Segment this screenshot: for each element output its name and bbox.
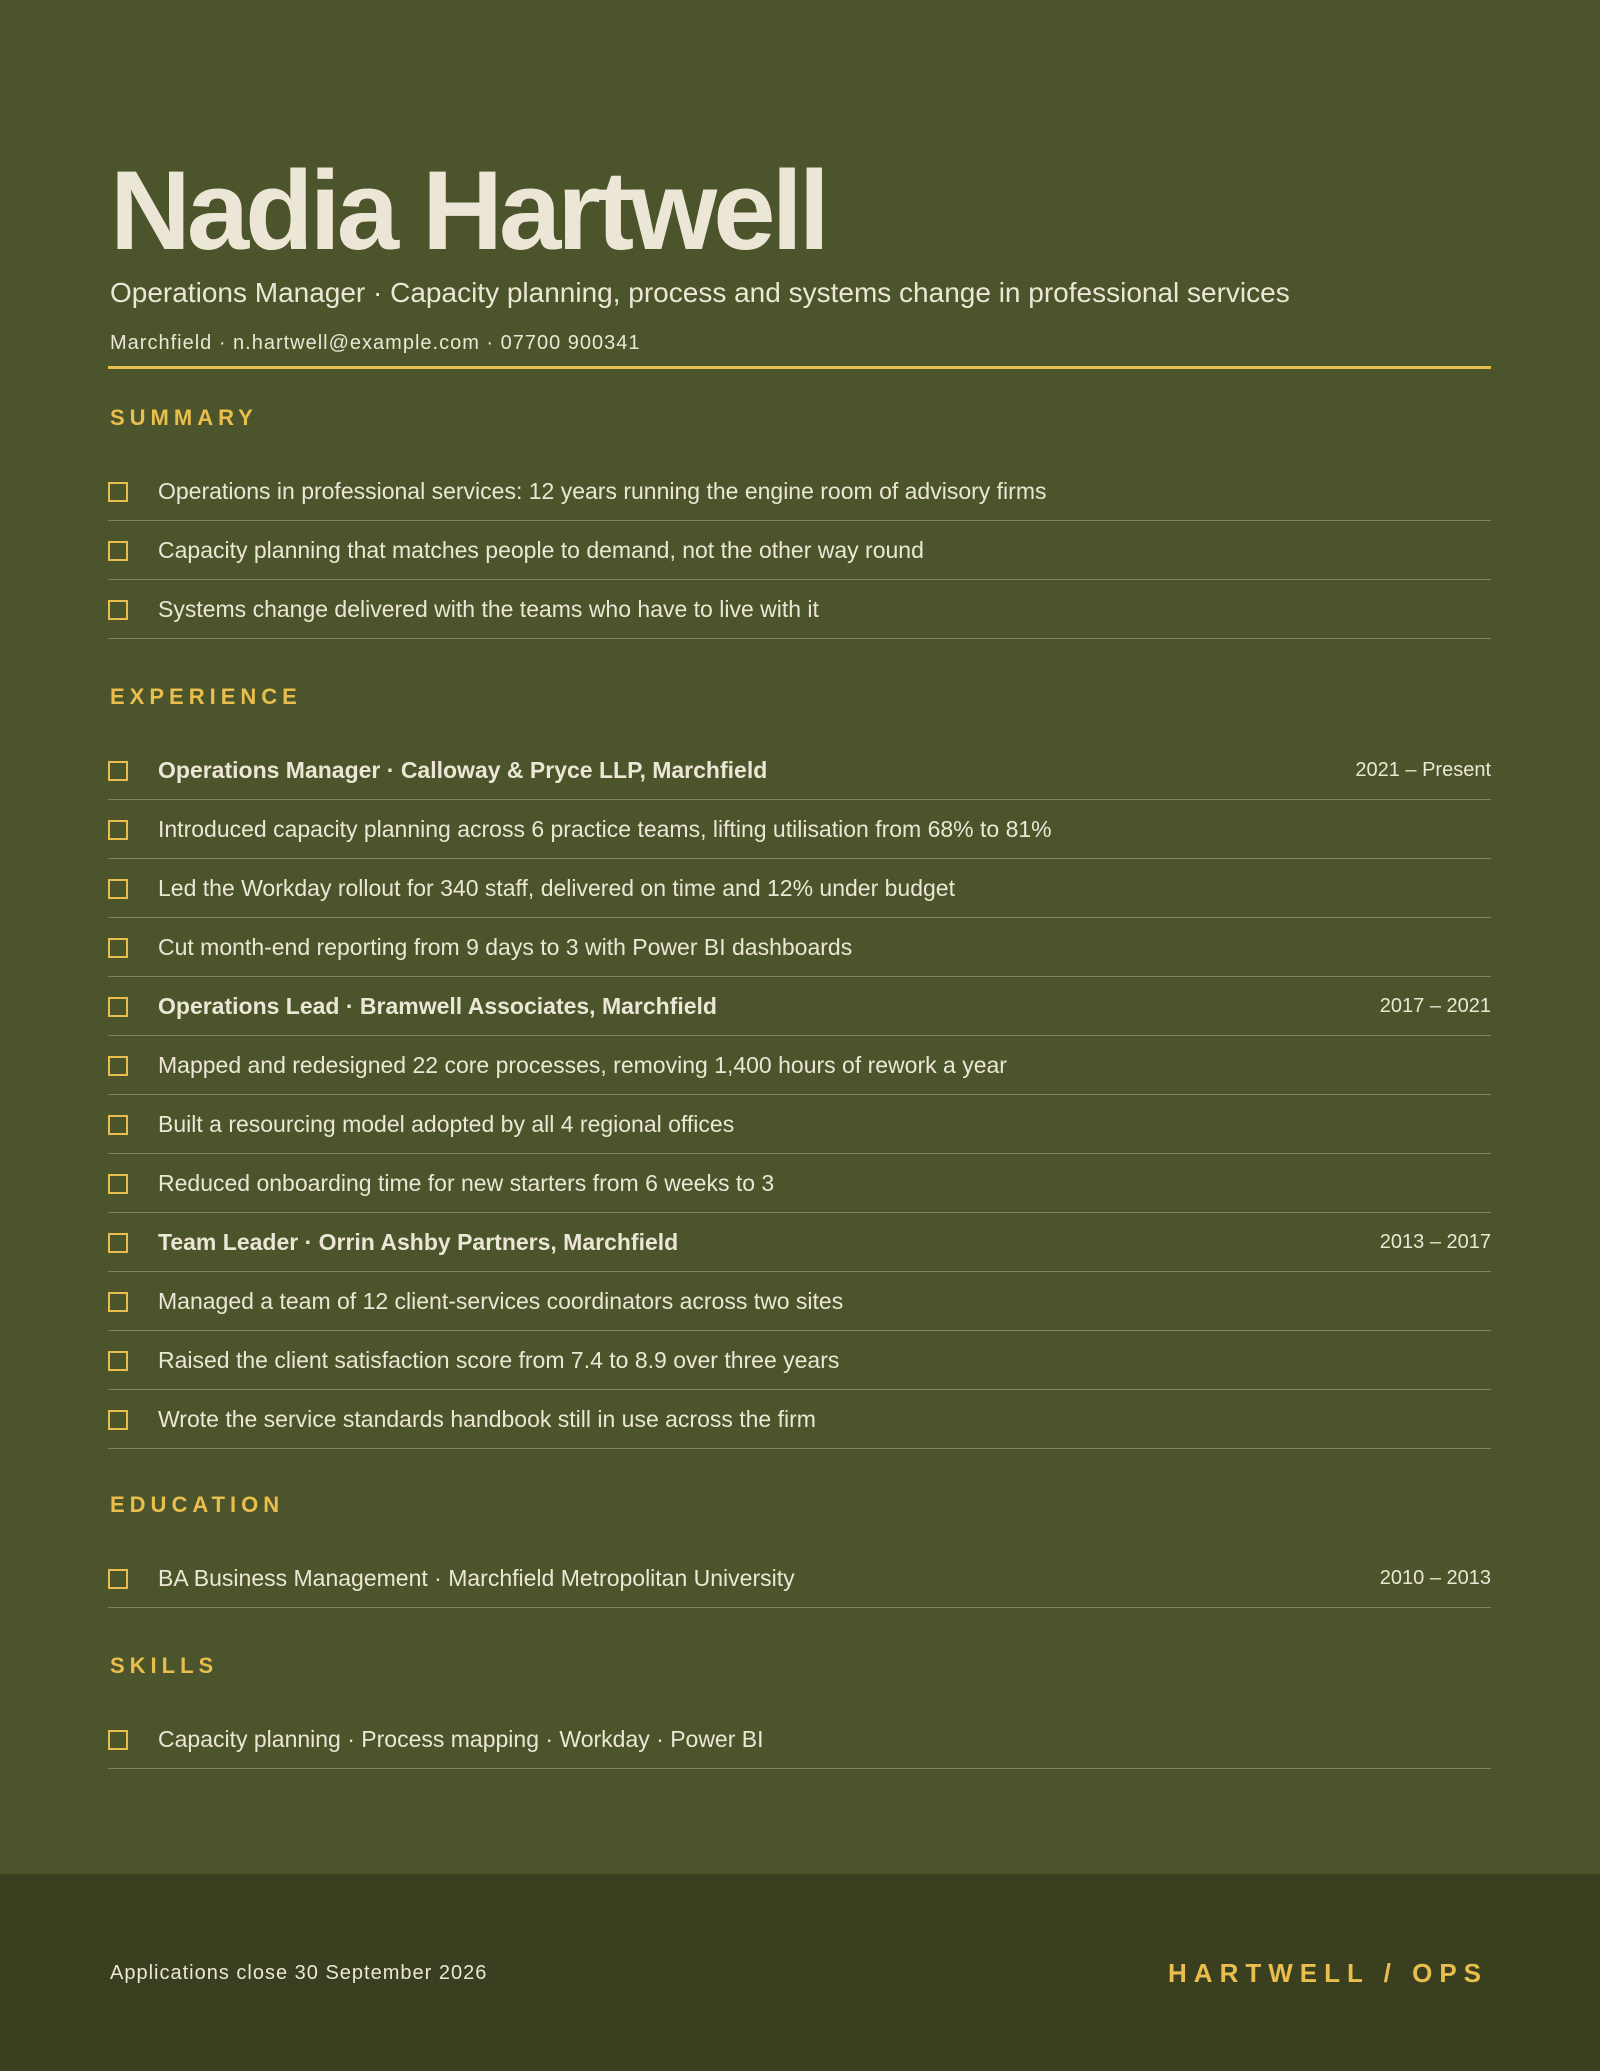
section-title-experience: EXPERIENCE	[110, 684, 302, 709]
degree-text: BA Business Management · Marchfield Metropolitan University	[158, 1565, 795, 1591]
job-dates: 2013 – 2017	[1379, 1231, 1491, 1253]
list-item	[108, 1273, 1491, 1331]
experience-list	[108, 742, 1491, 1450]
job-title: Operations Lead · Bramwell Associates, Marchfield	[158, 993, 717, 1019]
list-item	[108, 522, 1491, 580]
checkbox-icon	[108, 997, 128, 1017]
checkbox-icon	[108, 482, 128, 502]
skills-text: Capacity planning · Process mapping · Workday · Power BI	[158, 1726, 764, 1752]
achievement-text: Mapped and redesigned 22 core processes, removing 1,400 hours of rework a year	[158, 1052, 1007, 1078]
checkbox-icon	[108, 1233, 128, 1253]
achievement-text: Led the Workday rollout for 340 staff, delivered on time and 12% under budget	[158, 875, 955, 901]
section-title-education: EDUCATION	[110, 1492, 285, 1517]
job-title: Team Leader · Orrin Ashby Partners, Marchfield	[158, 1229, 679, 1255]
footer-brand: HARTWELL / OPS	[1168, 1958, 1488, 1988]
skills-list	[108, 1711, 1491, 1770]
checkbox-icon	[108, 761, 128, 781]
checkbox-icon	[108, 820, 128, 840]
education-list	[108, 1550, 1491, 1609]
achievement-text: Raised the client satisfaction score from 7.4 to 8.9 over three years	[158, 1347, 840, 1373]
list-item	[108, 1155, 1491, 1213]
candidate-name: Nadia Hartwell	[110, 148, 826, 273]
list-item	[108, 1096, 1491, 1154]
achievement-text: Managed a team of 12 client-services coordinators across two sites	[158, 1288, 844, 1314]
achievement-text: Built a resourcing model adopted by all 4 regional offices	[158, 1111, 735, 1137]
checkbox-icon	[108, 1730, 128, 1750]
list-item	[108, 1711, 1491, 1769]
summary-list	[108, 463, 1491, 640]
list-item	[108, 1332, 1491, 1390]
footer-note: Applications close 30 September 2026	[110, 1962, 488, 1984]
list-item-text: Operations in professional services: 12 years running the engine room of advisory firms	[158, 478, 1047, 504]
list-item-text: Capacity planning that matches people to demand, not the other way round	[158, 537, 924, 563]
checkbox-icon	[108, 600, 128, 620]
achievement-text: Reduced onboarding time for new starters from 6 weeks to 3	[158, 1170, 775, 1196]
contact-line: Marchfield · n.hartwell@example.com · 07700 900341	[110, 332, 641, 354]
achievement-text: Cut month-end reporting from 9 days to 3 with Power BI dashboards	[158, 934, 853, 960]
list-item	[108, 919, 1491, 977]
checkbox-icon	[108, 879, 128, 899]
list-item	[108, 801, 1491, 859]
job-title-row	[108, 978, 1491, 1036]
checkbox-icon	[108, 1569, 128, 1589]
checkbox-icon	[108, 1115, 128, 1135]
headline: Operations Manager · Capacity planning, process and systems change in professional services	[110, 277, 1290, 308]
checkbox-icon	[108, 938, 128, 958]
job-dates: 2017 – 2021	[1379, 995, 1491, 1017]
list-item	[108, 1037, 1491, 1095]
education-dates: 2010 – 2013	[1379, 1567, 1491, 1589]
section-title-summary: SUMMARY	[110, 405, 258, 430]
checkbox-icon	[108, 1056, 128, 1076]
header-divider	[108, 366, 1491, 369]
checkbox-icon	[108, 1174, 128, 1194]
checkbox-icon	[108, 1292, 128, 1312]
job-title: Operations Manager · Calloway & Pryce LLP, Marchfield	[158, 757, 768, 783]
achievement-text: Introduced capacity planning across 6 practice teams, lifting utilisation from 68% to 81%	[158, 816, 1052, 842]
job-title-row	[108, 742, 1491, 800]
checkbox-icon	[108, 1351, 128, 1371]
checkbox-icon	[108, 541, 128, 561]
education-row	[108, 1550, 1491, 1608]
job-title-row	[108, 1214, 1491, 1272]
list-item	[108, 1391, 1491, 1449]
list-item	[108, 463, 1491, 521]
section-title-skills: SKILLS	[110, 1653, 219, 1678]
job-dates: 2021 – Present	[1355, 759, 1491, 781]
list-item	[108, 581, 1491, 639]
list-item-text: Systems change delivered with the teams who have to live with it	[158, 596, 819, 622]
checkbox-icon	[108, 1410, 128, 1430]
achievement-text: Wrote the service standards handbook still in use across the firm	[158, 1406, 816, 1432]
list-item	[108, 860, 1491, 918]
